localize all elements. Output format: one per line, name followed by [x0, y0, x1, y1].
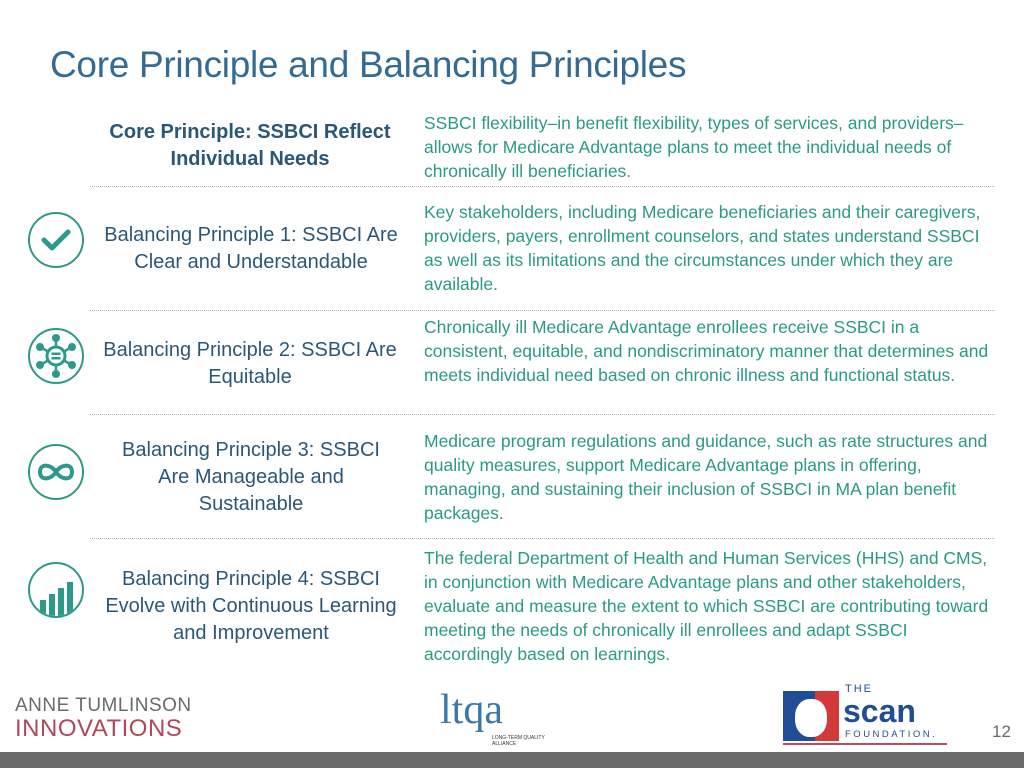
balancing-principle-3-row	[90, 414, 995, 539]
ati-logo-line1: ANNE TUMLINSON	[15, 695, 192, 716]
network-equal-icon	[28, 328, 84, 384]
balancing-principle-4-row	[90, 538, 995, 668]
balancing-principle-2-row	[90, 310, 995, 415]
checkmark-icon	[28, 212, 84, 268]
row-description: Medicare program regulations and guidance, such as rate structures and quality measures, support Medicare Advantage plans in offering, managing, and sustaining their inclusion of SSBCI in MA plan benefit packages.	[424, 431, 988, 523]
row-label: Balancing Principle 3: SSBCI Are Manageable and Sustainable	[122, 439, 380, 515]
footer-bar	[0, 752, 1024, 768]
page-number: 12	[992, 722, 1011, 741]
bar-chart-icon	[28, 562, 84, 618]
page-title: Core Principle and Balancing Principles	[50, 44, 687, 85]
balancing-principle-1-row	[90, 186, 995, 311]
row-label: Balancing Principle 2: SSBCI Are Equitable	[103, 339, 397, 388]
row-label: Balancing Principle 4: SSBCI Evolve with Continuous Learning and Improvement	[105, 568, 397, 644]
ltqa-logo	[440, 688, 550, 750]
row-description: Key stakeholders, including Medicare beneficiaries and their caregivers, providers, payers, enrollment counselors, and states understand SSBCI as well as its limitations and the circumstances under which they are available.	[424, 202, 981, 294]
scan-logo-foundation: FOUNDATION.	[845, 729, 938, 740]
row-description: SSBCI flexibility–in benefit flexibility, types of services, and providers–allows for Medicare Advantage plans to meet the individual needs of chronically ill beneficiaries.	[424, 113, 964, 181]
scan-logo-underline	[783, 743, 947, 745]
infinity-icon	[28, 444, 84, 500]
row-label: Core Principle: SSBCI Reflect Individual Needs	[109, 121, 391, 170]
ltqa-logo-text: ltqa	[440, 687, 503, 733]
apple-icon	[783, 691, 839, 741]
ltqa-logo-subtitle: LONG-TERM QUALITY ALLIANCE	[492, 735, 545, 747]
row-label: Balancing Principle 1: SSBCI Are Clear and Understandable	[104, 224, 398, 273]
core-principle-row	[90, 110, 995, 187]
row-description: The federal Department of Health and Human Services (HHS) and CMS, in conjunction with Medicare Advantage plans and other stakeholders, evaluate and measure the extent to which SSBCI are contributing toward meeting the needs of chronically ill enrollees and adapt SSBCI accordingly based on learnings.	[424, 548, 989, 664]
anne-tumlinson-innovations-logo	[15, 695, 192, 742]
scan-foundation-logo	[783, 683, 953, 745]
ati-logo-line2: INNOVATIONS	[15, 715, 183, 742]
scan-logo-word: scan	[843, 693, 916, 729]
scan-logo-the: THE	[845, 683, 873, 695]
row-description: Chronically ill Medicare Advantage enrollees receive SSBCI in a consistent, equitable, and nondiscriminatory manner that determines and meets individual need based on chronic illness and functional status.	[424, 317, 989, 385]
